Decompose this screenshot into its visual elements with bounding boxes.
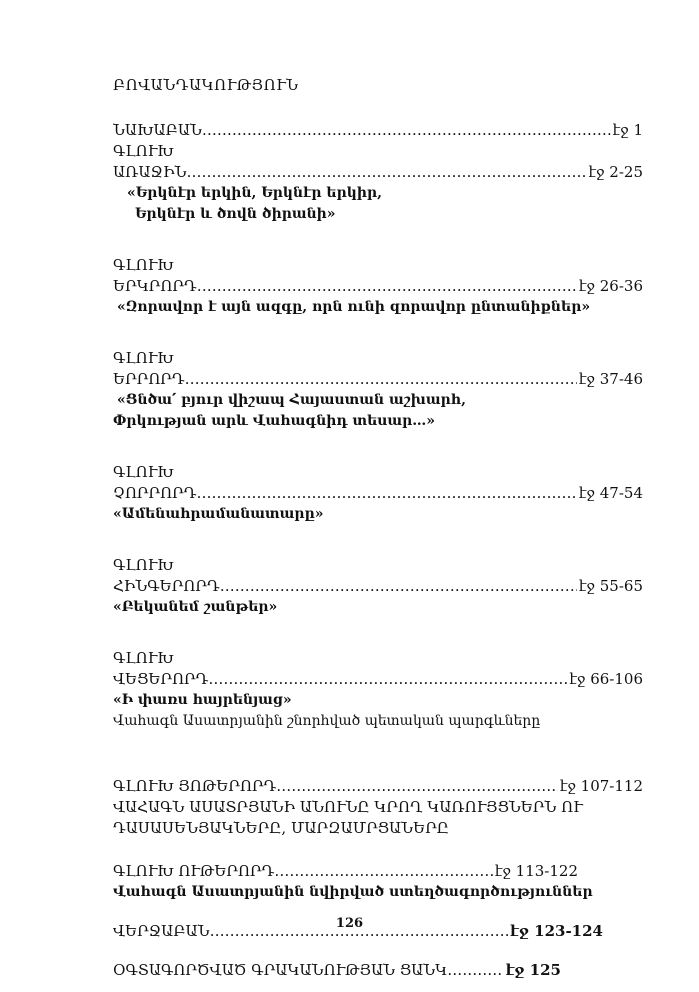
epigraph-line: «Զորավոր է այն ազգը, որն ունի զորավոր ընտանիքներ» <box>117 299 591 315</box>
toc-entry-chapter-7 <box>113 776 643 839</box>
toc-entry-chapter-3 <box>113 348 643 432</box>
chapter-title-row <box>113 576 643 597</box>
chapter-title-row <box>113 861 578 882</box>
entry-title: ԱՌԱՋԻՆ <box>113 163 187 181</box>
chapter-label: ԳԼՈՒԽ <box>113 649 174 667</box>
toc-entry-chapter-8 <box>113 861 643 903</box>
chapter-title-row <box>113 483 643 504</box>
dot-leader <box>276 776 558 797</box>
dot-leader <box>274 861 492 882</box>
entry-page: էջ 47-54 <box>578 484 643 502</box>
toc-entry-chapter-1 <box>113 141 643 225</box>
entry-title: ԳԼՈՒԽ ՈՒԹԵՐՈՐԴ <box>113 862 275 880</box>
epigraph-line: Երկնէր և ծովն ծիրանի» <box>135 206 336 222</box>
dot-leader <box>196 483 576 504</box>
epigraph-line: Փրկության արև Վահագնիդ տեսար…» <box>113 413 436 429</box>
entry-page: էջ 113-122 <box>494 862 578 880</box>
entry-page: էջ 2-25 <box>588 163 643 181</box>
toc-entry-chapter-6 <box>113 648 643 732</box>
toc-entry-chapter-4 <box>113 462 643 525</box>
dot-leader <box>208 669 567 690</box>
page-number: 126 <box>335 916 364 931</box>
chapter-title-row <box>113 276 643 297</box>
dot-leader <box>185 369 577 390</box>
chapter-title-row <box>113 162 643 183</box>
subtitle-line: Վահագն Ասատրյանին նվիրված ստեղծագործություններ <box>113 884 593 900</box>
entry-title: ՆԱԽԱԲԱՆ <box>113 121 202 139</box>
chapter-label: ԳԼՈՒԽ <box>113 256 174 274</box>
dot-leader <box>447 960 503 981</box>
entry-page: էջ 123-124 <box>509 922 603 940</box>
chapter-label: ԳԼՈՒԽ <box>113 556 174 574</box>
entry-page: էջ 1 <box>612 121 643 139</box>
chapter-title-row <box>113 369 643 390</box>
entry-page: էջ 66-106 <box>569 670 643 688</box>
chapter-title-row <box>113 776 643 797</box>
toc-heading: ԲՈՎԱՆԴԱԿՈՒԹՅՈՒՆ <box>113 76 299 94</box>
entry-title: ԵՐԿՐՈՐԴ <box>113 277 197 295</box>
entry-title: ՎԵՑԵՐՈՐԴ <box>113 670 209 688</box>
entry-title: ՎԵՐՋԱԲԱՆ <box>113 922 210 940</box>
epigraph-line: «Ամենահրամանատարը» <box>113 506 324 522</box>
entry-page: էջ 107-112 <box>559 777 643 795</box>
dot-leader <box>197 276 577 297</box>
entry-title: ԵՐՐՈՐԴ <box>113 370 185 388</box>
epigraph-line: «Ցնծա՛ բյուր վիշապ Հայաստան աշխարհ, <box>117 392 466 408</box>
dot-leader <box>202 120 611 141</box>
chapter-label: ԳԼՈՒԽ <box>113 349 174 367</box>
chapter-label: ԳԼՈՒԽ <box>113 142 174 160</box>
epigraph-line: «Երկնէր երկին, Երկնէր երկիր, <box>127 185 382 201</box>
dot-leader <box>187 162 587 183</box>
entry-title: ՉՈՐՐՈՐԴ <box>113 484 197 502</box>
entry-title: ԳԼՈՒԽ ՅՈԹԵՐՈՐԴ <box>113 777 277 795</box>
toc-entry-bibliography <box>113 960 561 981</box>
toc-entry-intro <box>113 120 643 141</box>
entry-page: էջ 55-65 <box>578 577 643 595</box>
dot-leader <box>220 576 577 597</box>
entry-page: էջ 37-46 <box>578 370 643 388</box>
entry-page: էջ 125 <box>505 961 561 979</box>
epigraph-line: «Ի փառս հայրենյաց» <box>113 692 292 708</box>
subtitle-line: Վահագն Ասատրյանին շնորհված պետական պարգևները <box>113 713 541 729</box>
subtitle-line: ՎԱՀԱԳՆ ԱՍԱՏՐՅԱՆԻ ԱՆՈՒՆԸ ԿՐՈՂ ԿԱՌՈՒՅՑՆԵՐՆ ՈՒ <box>113 798 583 816</box>
entry-title: ՕԳՏԱԳՈՐԾՎԱԾ ԳՐԱԿԱՆՈՒԹՅԱՆ ՑԱՆԿ <box>113 961 448 979</box>
entry-page: էջ 26-36 <box>578 277 643 295</box>
toc-entries <box>113 120 643 981</box>
entry-title: ՀԻՆԳԵՐՈՐԴ <box>113 577 220 595</box>
epigraph-line: «Բեկանեմ շանթեր» <box>113 599 278 615</box>
subtitle-line: ԴԱՍԱՍԵՆՅԱԿՆԵՐԸ, ՄԱՐԶԱՄՐՑԱՆԵՐԸ <box>113 819 449 837</box>
chapter-title-row <box>113 669 643 690</box>
chapter-label: ԳԼՈՒԽ <box>113 463 174 481</box>
toc-entry-chapter-5 <box>113 555 643 618</box>
toc-entry-chapter-2 <box>113 255 643 318</box>
